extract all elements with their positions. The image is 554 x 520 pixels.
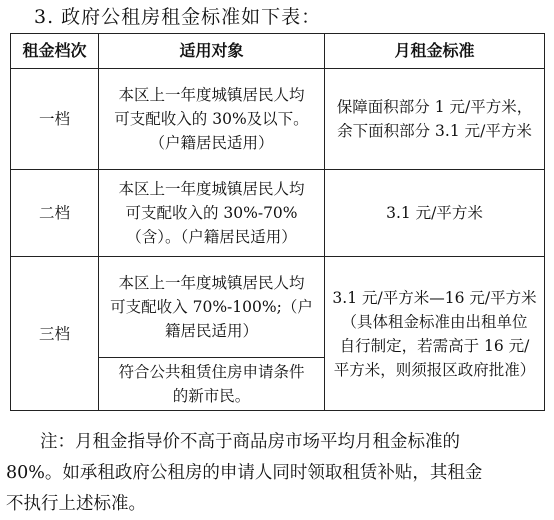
table-row	[11, 257, 545, 358]
target-line: 籍居民适用）	[164, 322, 258, 340]
rent-standard-table	[10, 33, 545, 411]
target-line: 本区上一年度城镇居民人均	[118, 180, 305, 198]
tier-name: 一档	[11, 69, 99, 170]
target-line: 本区上一年度城镇居民人均	[118, 86, 305, 104]
target-line: （含）。（户籍居民适用）	[126, 228, 297, 246]
note-line: 80%。如承租政府公租房的申请人同时领取租赁补贴，其租金	[6, 463, 483, 483]
header-standard: 月租金标准	[325, 34, 545, 69]
table-row	[11, 170, 545, 257]
target-line: 可支配收入的 30%-70%	[125, 204, 298, 222]
tier-standard	[325, 170, 545, 257]
tier-target	[99, 257, 325, 358]
section-heading: 3. 政府公租房租金标准如下表：	[34, 6, 322, 28]
tier-standard	[325, 69, 545, 170]
target-line: （户籍居民适用）	[149, 134, 274, 152]
header-target: 适用对象	[99, 34, 325, 69]
tier-target	[99, 358, 325, 411]
tier-standard	[325, 257, 545, 411]
tier-target	[99, 170, 325, 257]
target-line: 符合公共租赁住房申请条件	[118, 363, 305, 381]
note-line: 不执行上述标准。	[6, 494, 146, 514]
table-header-row	[11, 34, 545, 69]
table-note	[6, 427, 550, 520]
standard-line: 余下面积部分 3.1 元/平方米	[337, 122, 532, 140]
standard-line: 自行制定，若需高于 16 元/	[339, 336, 530, 355]
standard-line: 平方米，则须报区政府批准）	[333, 360, 536, 379]
standard-line: 保障面积部分 1 元/平方米，	[336, 98, 533, 116]
table-row	[11, 69, 545, 170]
tier-name: 二档	[11, 170, 99, 257]
standard-line: 3.1 元/平方米	[386, 204, 483, 222]
standard-line: （具体租金标准由出租单位	[341, 312, 528, 331]
target-line: 可支配收入的 30%及以下。	[114, 110, 309, 128]
target-line: 可支配收入 70%-100%;（户	[110, 298, 313, 316]
tier-target	[99, 69, 325, 170]
note-line: 注：月租金指导价不高于商品房市场平均月租金标准的	[40, 432, 460, 452]
target-line: 的新市民。	[172, 387, 251, 405]
header-tier: 租金档次	[11, 34, 99, 69]
target-line: 本区上一年度城镇居民人均	[118, 274, 305, 292]
standard-line: 3.1 元/平方米—16 元/平方米	[332, 288, 537, 307]
tier-name: 三档	[11, 257, 99, 411]
